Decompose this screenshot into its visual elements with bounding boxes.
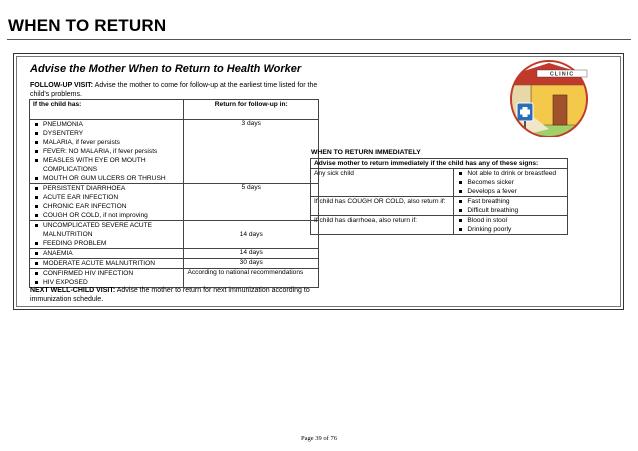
condition-item: CONFIRMED HIV INFECTION	[33, 269, 180, 278]
clinic-illustration	[497, 57, 597, 137]
followup-instructions	[30, 81, 320, 99]
table-row	[311, 197, 568, 216]
return-immediately-table-header: Advise mother to return immediately if the child has any of these signs:	[311, 159, 568, 169]
return-immediately-table	[310, 158, 568, 235]
condition-item: FEVER: NO MALARIA, if fever persists	[33, 147, 180, 156]
next-well-child-text: Advise the mother to return for next immunization according to immunization schedule.	[30, 287, 310, 303]
clinic-door	[553, 95, 567, 125]
condition-item: MEASLES WITH EYE OR MOUTH COMPLICATIONS	[33, 156, 180, 174]
return-interval: 5 days	[184, 184, 319, 221]
page-title: WHEN TO RETURN	[8, 16, 167, 35]
danger-sign: Fast breathing	[457, 197, 564, 206]
followup-table	[29, 99, 319, 288]
danger-sign: Develops a fever	[457, 187, 564, 196]
danger-sign: Becomes sicker	[457, 178, 564, 187]
condition-item: ANAEMIA	[33, 249, 180, 258]
title-divider	[7, 39, 631, 40]
danger-sign: Not able to drink or breastfeed	[457, 169, 564, 178]
table-row	[311, 216, 568, 235]
table-row	[30, 120, 319, 184]
condition-item: ACUTE EAR INFECTION	[33, 193, 180, 202]
page-footer: Page 39 of 76	[301, 435, 337, 442]
followup-text: Advise the mother to come for follow-up at the earliest time listed for the child's problems.	[30, 82, 318, 98]
section-title: Advise the Mother When to Return to Health Worker	[30, 63, 302, 75]
return-immediately-heading: WHEN TO RETURN IMMEDIATELY	[311, 149, 421, 156]
condition-item: MALARIA, if fever persists	[33, 138, 180, 147]
next-well-child-instructions	[30, 286, 320, 304]
table-row	[30, 259, 319, 269]
immediate-condition: Any sick child	[311, 169, 454, 197]
table-row	[30, 221, 319, 249]
return-interval: 3 days	[184, 120, 319, 184]
condition-item: COUGH OR COLD, if not improving	[33, 211, 180, 220]
followup-label: FOLLOW-UP VISIT:	[30, 82, 94, 89]
content-panel-inner	[16, 56, 621, 307]
condition-item: CHRONIC EAR INFECTION	[33, 202, 180, 211]
danger-sign: Difficult breathing	[457, 206, 564, 215]
condition-item: UNCOMPLICATED SEVERE ACUTE MALNUTRITION	[33, 221, 180, 239]
condition-item: PNEUMONIA	[33, 120, 180, 129]
condition-item: DYSENTERY	[33, 129, 180, 138]
table-row	[30, 184, 319, 221]
content-panel	[13, 53, 624, 310]
condition-item: HIV EXPOSED	[33, 278, 180, 287]
table-row	[30, 249, 319, 259]
followup-header-return: Return for follow-up in:	[184, 100, 319, 120]
immediate-condition: If child has COUGH OR COLD, also return if:	[311, 197, 454, 216]
followup-header-condition: If the child has:	[30, 100, 184, 120]
condition-item: MODERATE ACUTE MALNUTRITION	[33, 259, 180, 268]
danger-sign: Drinking poorly	[457, 225, 564, 234]
return-interval: According to national recommendations	[184, 269, 319, 288]
immediate-condition: If child has diarrhoea, also return if:	[311, 216, 454, 235]
table-row	[311, 169, 568, 197]
danger-sign: Blood in stool	[457, 216, 564, 225]
clinic-sign-text: CLINIC	[549, 71, 575, 78]
table-row	[30, 269, 319, 288]
condition-item: FEEDING PROBLEM	[33, 239, 180, 248]
return-interval: 14 days	[184, 221, 319, 249]
next-well-child-label: NEXT WELL-CHILD VISIT:	[30, 287, 116, 294]
condition-item: PERSISTENT DIARRHOEA	[33, 184, 180, 193]
condition-item: MOUTH OR GUM ULCERS OR THRUSH	[33, 174, 180, 183]
return-interval: 30 days	[184, 259, 319, 269]
return-interval: 14 days	[184, 249, 319, 259]
